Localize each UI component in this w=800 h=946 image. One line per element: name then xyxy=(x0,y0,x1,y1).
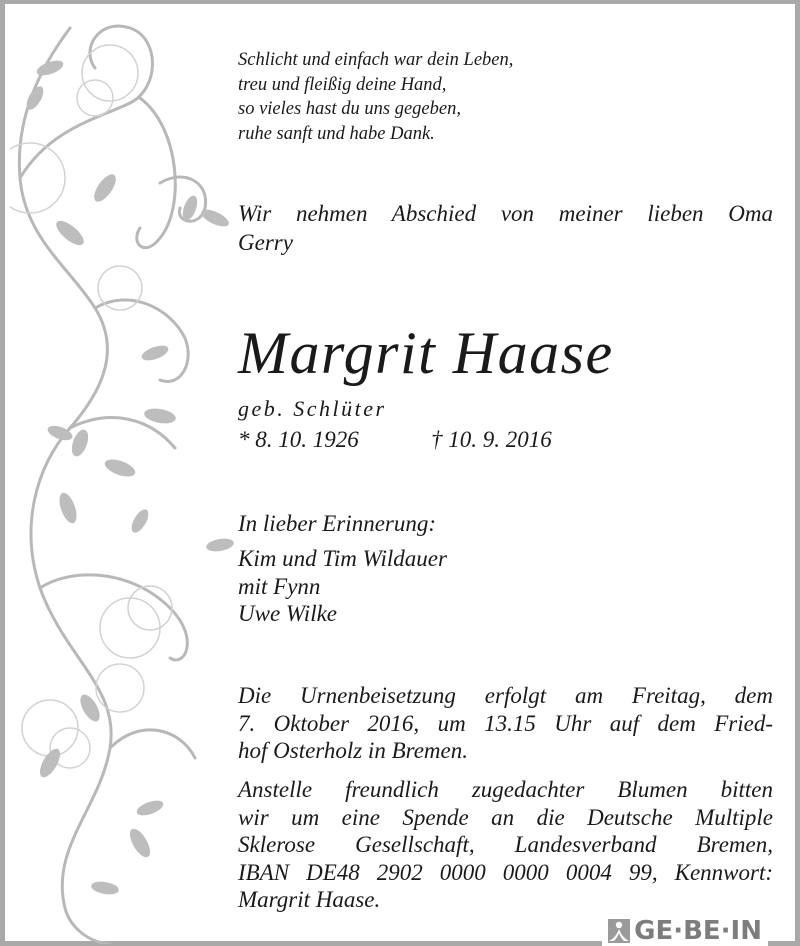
burial-notice xyxy=(238,682,773,765)
deceased-name: Margrit Haase xyxy=(238,320,614,386)
donation-line: wir um eine Spende an die Deutsche Multiple xyxy=(238,804,773,830)
donation-line: IBAN DE48 2902 0000 0000 0004 99, Kennwort: xyxy=(238,859,773,885)
mourner: Kim und Tim Wildauer xyxy=(238,546,447,571)
donation-line: Anstelle freundlich zugedachter Blumen bitten xyxy=(238,777,773,802)
poem-line: Schlicht und einfach war dein Leben, xyxy=(238,50,514,70)
farewell-statement xyxy=(238,199,773,257)
poem xyxy=(238,48,513,146)
gebein-logo-text: GE·BE·IN xyxy=(634,916,762,946)
floral-vine-ornament-icon xyxy=(10,8,250,944)
mourner: mit Fynn xyxy=(238,573,321,599)
gebein-figure-icon xyxy=(608,919,630,943)
farewell-line: Wir nehmen Abschied von meiner lieben Oma xyxy=(238,201,773,226)
birth-date: * 8. 10. 1926 xyxy=(238,427,359,452)
donation-request xyxy=(238,776,773,914)
burial-line: Die Urnenbeisetzung erfolgt am Freitag, dem xyxy=(238,683,773,708)
poem-line: so vieles hast du uns gegeben, xyxy=(238,99,461,119)
burial-line: hof Osterholz in Bremen. xyxy=(238,738,468,763)
life-dates xyxy=(238,425,552,455)
poem-line: ruhe sanft und habe Dank. xyxy=(238,123,435,144)
mourners-list xyxy=(238,545,447,628)
burial-line: 7. Oktober 2016, um 13.15 Uhr auf dem Fried- xyxy=(238,710,773,736)
birth-name: geb. Schlüter xyxy=(238,396,387,421)
death-date: † 10. 9. 2016 xyxy=(431,427,552,452)
gebein-logo xyxy=(602,916,768,946)
donation-line: Margrit Haase. xyxy=(238,887,381,912)
poem-line: treu und fleißig deine Hand, xyxy=(238,74,447,95)
farewell-line: Gerry xyxy=(238,230,293,255)
memory-heading: In lieber Erinnerung: xyxy=(238,511,437,536)
mourner: Uwe Wilke xyxy=(238,601,337,626)
donation-line: Sklerose Gesellschaft, Landesverband Bremen, xyxy=(238,832,773,857)
